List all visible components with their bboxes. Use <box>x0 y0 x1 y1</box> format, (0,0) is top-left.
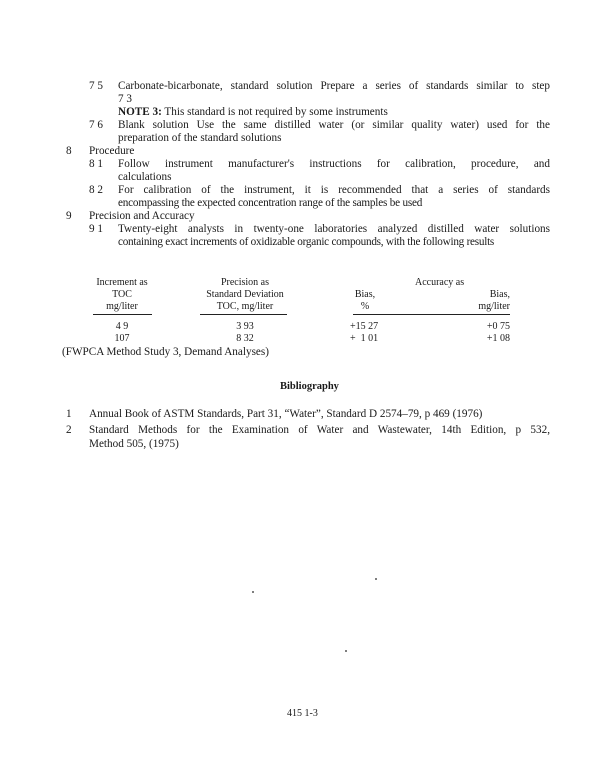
header-line: Bias, <box>489 289 510 300</box>
section-number: 8 <box>66 145 72 157</box>
bibliography-heading: Bibliography <box>280 381 339 392</box>
bib-entry: Method 505, (1975) <box>89 438 179 450</box>
cell: 4 9 <box>115 321 129 332</box>
section-number: 9 1 <box>89 223 103 235</box>
section-text: preparation of the standard solutions <box>118 132 282 144</box>
header-bias-percent <box>335 289 395 313</box>
section-text: calculations <box>118 171 172 183</box>
header-line: Bias, <box>354 289 376 300</box>
header-rule <box>93 314 152 315</box>
section-number: 7 5 <box>89 80 103 92</box>
section-number: 9 <box>66 210 72 222</box>
speck <box>252 591 254 593</box>
cell: 8 32 <box>236 333 254 344</box>
bib-number: 1 <box>66 408 72 420</box>
bib-entry: Standard Methods for the Examination of Water and Wastewater, 14th Edition, p 532, <box>89 424 550 436</box>
section-text: 7 3 <box>118 93 132 105</box>
cell: +15 27 <box>350 321 379 332</box>
section-heading: Procedure <box>89 145 135 157</box>
cell: +1 08 <box>486 333 510 344</box>
section-text: Blank solution Use the same distilled water (or similar quality water) used for the <box>118 119 550 131</box>
header-bias-mg <box>450 289 510 313</box>
cell: +0 75 <box>486 321 510 332</box>
note-text: This standard is not required by some instruments <box>161 106 388 118</box>
section-number: 8 1 <box>89 158 103 170</box>
section-text: Twenty-eight analysts in twenty-one laboratories analyzed distilled water solutions <box>118 223 550 235</box>
header-accuracy: Accuracy as <box>415 277 465 288</box>
cell: 3 93 <box>236 321 254 332</box>
header-rule <box>200 314 287 315</box>
speck <box>375 578 377 580</box>
header-line: Increment as <box>96 277 148 288</box>
header-increment <box>82 277 162 313</box>
section-number: 7 6 <box>89 119 103 131</box>
header-line: Precision as <box>220 277 270 288</box>
speck <box>345 650 347 652</box>
header-line: mg/liter <box>478 301 510 312</box>
note-label: NOTE 3: <box>118 106 162 118</box>
section-text: For calibration of the instrument, it is recommended that a series of standards <box>118 184 550 196</box>
cell: 107 <box>114 333 130 344</box>
section-heading: Precision and Accuracy <box>89 210 195 222</box>
header-line: mg/liter <box>106 301 138 312</box>
bib-number: 2 <box>66 424 72 436</box>
section-text: encompassing the expected concentration range of the samples be used <box>118 197 423 209</box>
header-line: TOC, mg/liter <box>216 301 274 312</box>
section-text: Follow instrument manufacturer's instructions for calibration, procedure, and <box>118 158 550 170</box>
section-text: containing exact increments of oxidizable organic compounds, with the following results <box>118 236 495 248</box>
note-3 <box>118 106 388 118</box>
header-line: Standard Deviation <box>206 289 284 300</box>
cell: + 1 01 <box>350 333 379 344</box>
section-number: 8 2 <box>89 184 103 196</box>
header-rule <box>353 314 510 315</box>
header-precision <box>190 277 300 313</box>
source-note: (FWPCA Method Study 3, Demand Analyses) <box>62 346 269 358</box>
header-line: % <box>360 301 370 312</box>
header-line: TOC <box>112 289 132 300</box>
section-text: Carbonate-bicarbonate, standard solution Prepare a series of standards similar to step <box>118 80 550 92</box>
page-number: 415 1-3 <box>287 708 318 719</box>
bib-entry: Annual Book of ASTM Standards, Part 31, “Water”, Standard D 2574–79, p 469 (1976) <box>89 408 483 420</box>
